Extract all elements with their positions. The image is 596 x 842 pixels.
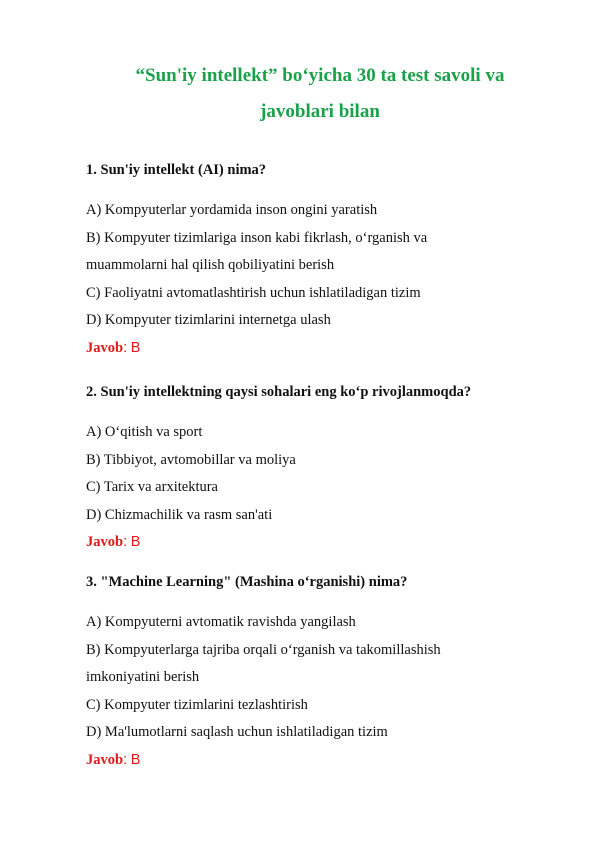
option-line: C) Faoliyatni avtomatlashtirish uchun ishlatiladigan tizim <box>86 284 421 301</box>
option-line: imkoniyatini berish <box>86 669 200 685</box>
question-block-3 <box>86 573 556 774</box>
option-line: C) Tarix va arxitektura <box>86 479 218 495</box>
options-list <box>86 419 556 529</box>
answer-value: B <box>130 751 141 768</box>
answer-line <box>86 529 556 557</box>
title-line-2: javoblari bilan <box>260 101 380 122</box>
question-block-1 <box>86 161 556 362</box>
options-list <box>86 609 556 747</box>
answer-value: B <box>130 339 141 356</box>
answer-label: Javob <box>86 534 124 550</box>
title-line-1: “Sun'iy intellekt” bo‘yicha 30 ta test savoli va <box>135 65 505 86</box>
option-line: B) Kompyuter tizimlariga inson kabi fikrlash, o‘rganish va <box>86 229 428 246</box>
option-line: D) Ma'lumotlarni saqlash uchun ishlatiladigan tizim <box>86 724 388 740</box>
answer-line <box>86 747 556 775</box>
option-line: A) Kompyuterlar yordamida inson ongini yaratish <box>86 202 378 218</box>
question-text: 2. Sun'iy intellektning qaysi sohalari eng ko‘p rivojlanmoqda? <box>86 384 472 400</box>
option-line: muammolarni hal qilish qobiliyatini berish <box>86 257 335 273</box>
options-list <box>86 197 556 335</box>
answer-separator: : <box>123 339 128 356</box>
answer-value: B <box>130 534 141 550</box>
answer-line <box>86 335 556 363</box>
answer-label: Javob <box>86 339 124 356</box>
question-text: 1. Sun'iy intellekt (AI) nima? <box>86 162 267 178</box>
document-title <box>100 58 540 130</box>
option-line: B) Kompyuterlarga tajriba orqali o‘rganish va takomillashish <box>86 641 441 658</box>
option-line: A) O‘qitish va sport <box>86 424 203 440</box>
answer-label: Javob <box>86 751 124 768</box>
answer-separator: : <box>123 534 128 550</box>
question-block-2 <box>86 383 556 557</box>
option-line: C) Kompyuter tizimlarini tezlashtirish <box>86 696 308 713</box>
question-text: 3. "Machine Learning" (Mashina o‘rganishi) nima? <box>86 574 408 590</box>
option-line: A) Kompyuterni avtomatik ravishda yangilash <box>86 614 356 630</box>
option-line: D) Chizmachilik va rasm san'ati <box>86 506 273 523</box>
option-line: D) Kompyuter tizimlarini internetga ulash <box>86 312 331 328</box>
answer-separator: : <box>123 751 128 768</box>
option-line: B) Tibbiyot, avtomobillar va moliya <box>86 451 296 468</box>
